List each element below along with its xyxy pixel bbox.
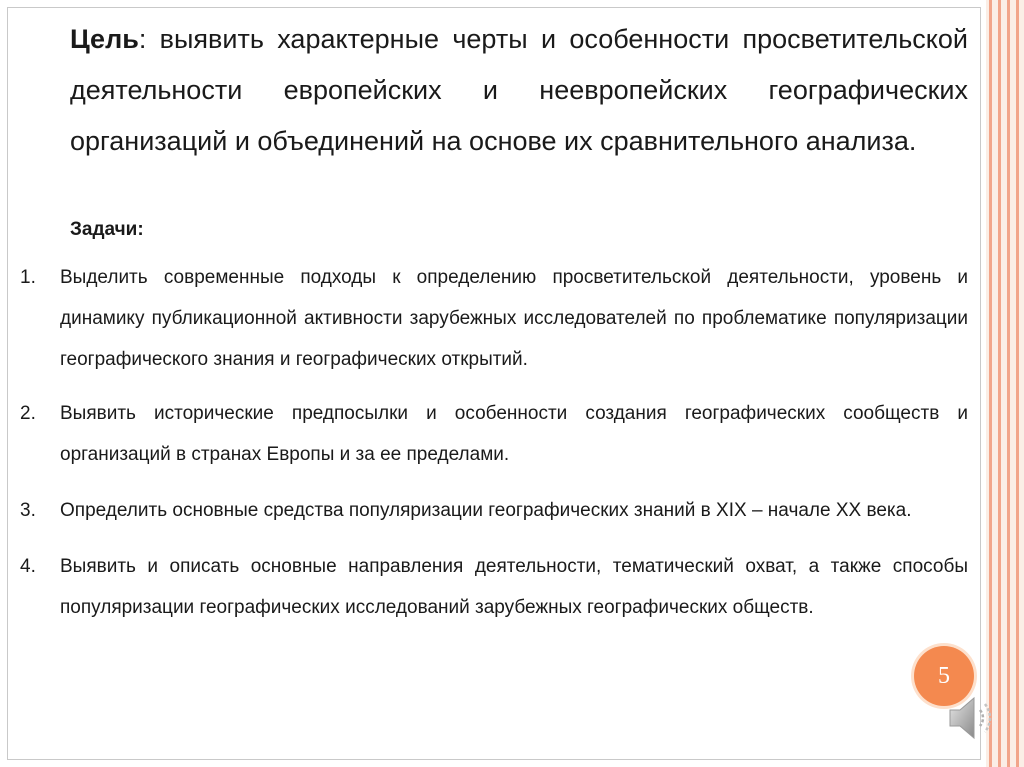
list-item: [20, 546, 968, 628]
speaker-icon[interactable]: [946, 693, 1000, 743]
decorative-stripes: [986, 0, 1024, 767]
goal-text: : выявить характерные черты и особенности просветительской деятельности европейских и неевропейских географических организаций и объединений на основе их сравнительного анализа.: [70, 24, 968, 156]
page-number-badge: 5: [914, 646, 974, 706]
goal-label: Цель: [70, 24, 139, 54]
task-text: Выявить и описать основные направления деятельности, тематический охват, а также способы популяризации географических исследований зарубежных географических обществ.: [60, 556, 968, 618]
task-text: Определить основные средства популяризации географических знаний в XIX – начале XX века.: [60, 500, 912, 521]
list-item: [20, 257, 968, 380]
task-number: 1.: [20, 267, 36, 288]
list-item: [20, 393, 968, 475]
task-text: Выделить современные подходы к определению просветительской деятельности, уровень и динамику публикационной активности зарубежных исследователей по проблематике популяризации географического знания и географических открытий.: [60, 267, 968, 370]
task-number: 4.: [20, 556, 36, 577]
goal-paragraph: [70, 14, 968, 167]
task-list: [20, 257, 968, 643]
task-number: 3.: [20, 500, 36, 521]
list-item: [20, 490, 968, 531]
tasks-heading: Задачи:: [70, 219, 144, 240]
task-number: 2.: [20, 403, 36, 424]
task-text: Выявить исторические предпосылки и особенности создания географических сообществ и организаций в странах Европы и за ее пределами.: [60, 403, 968, 465]
